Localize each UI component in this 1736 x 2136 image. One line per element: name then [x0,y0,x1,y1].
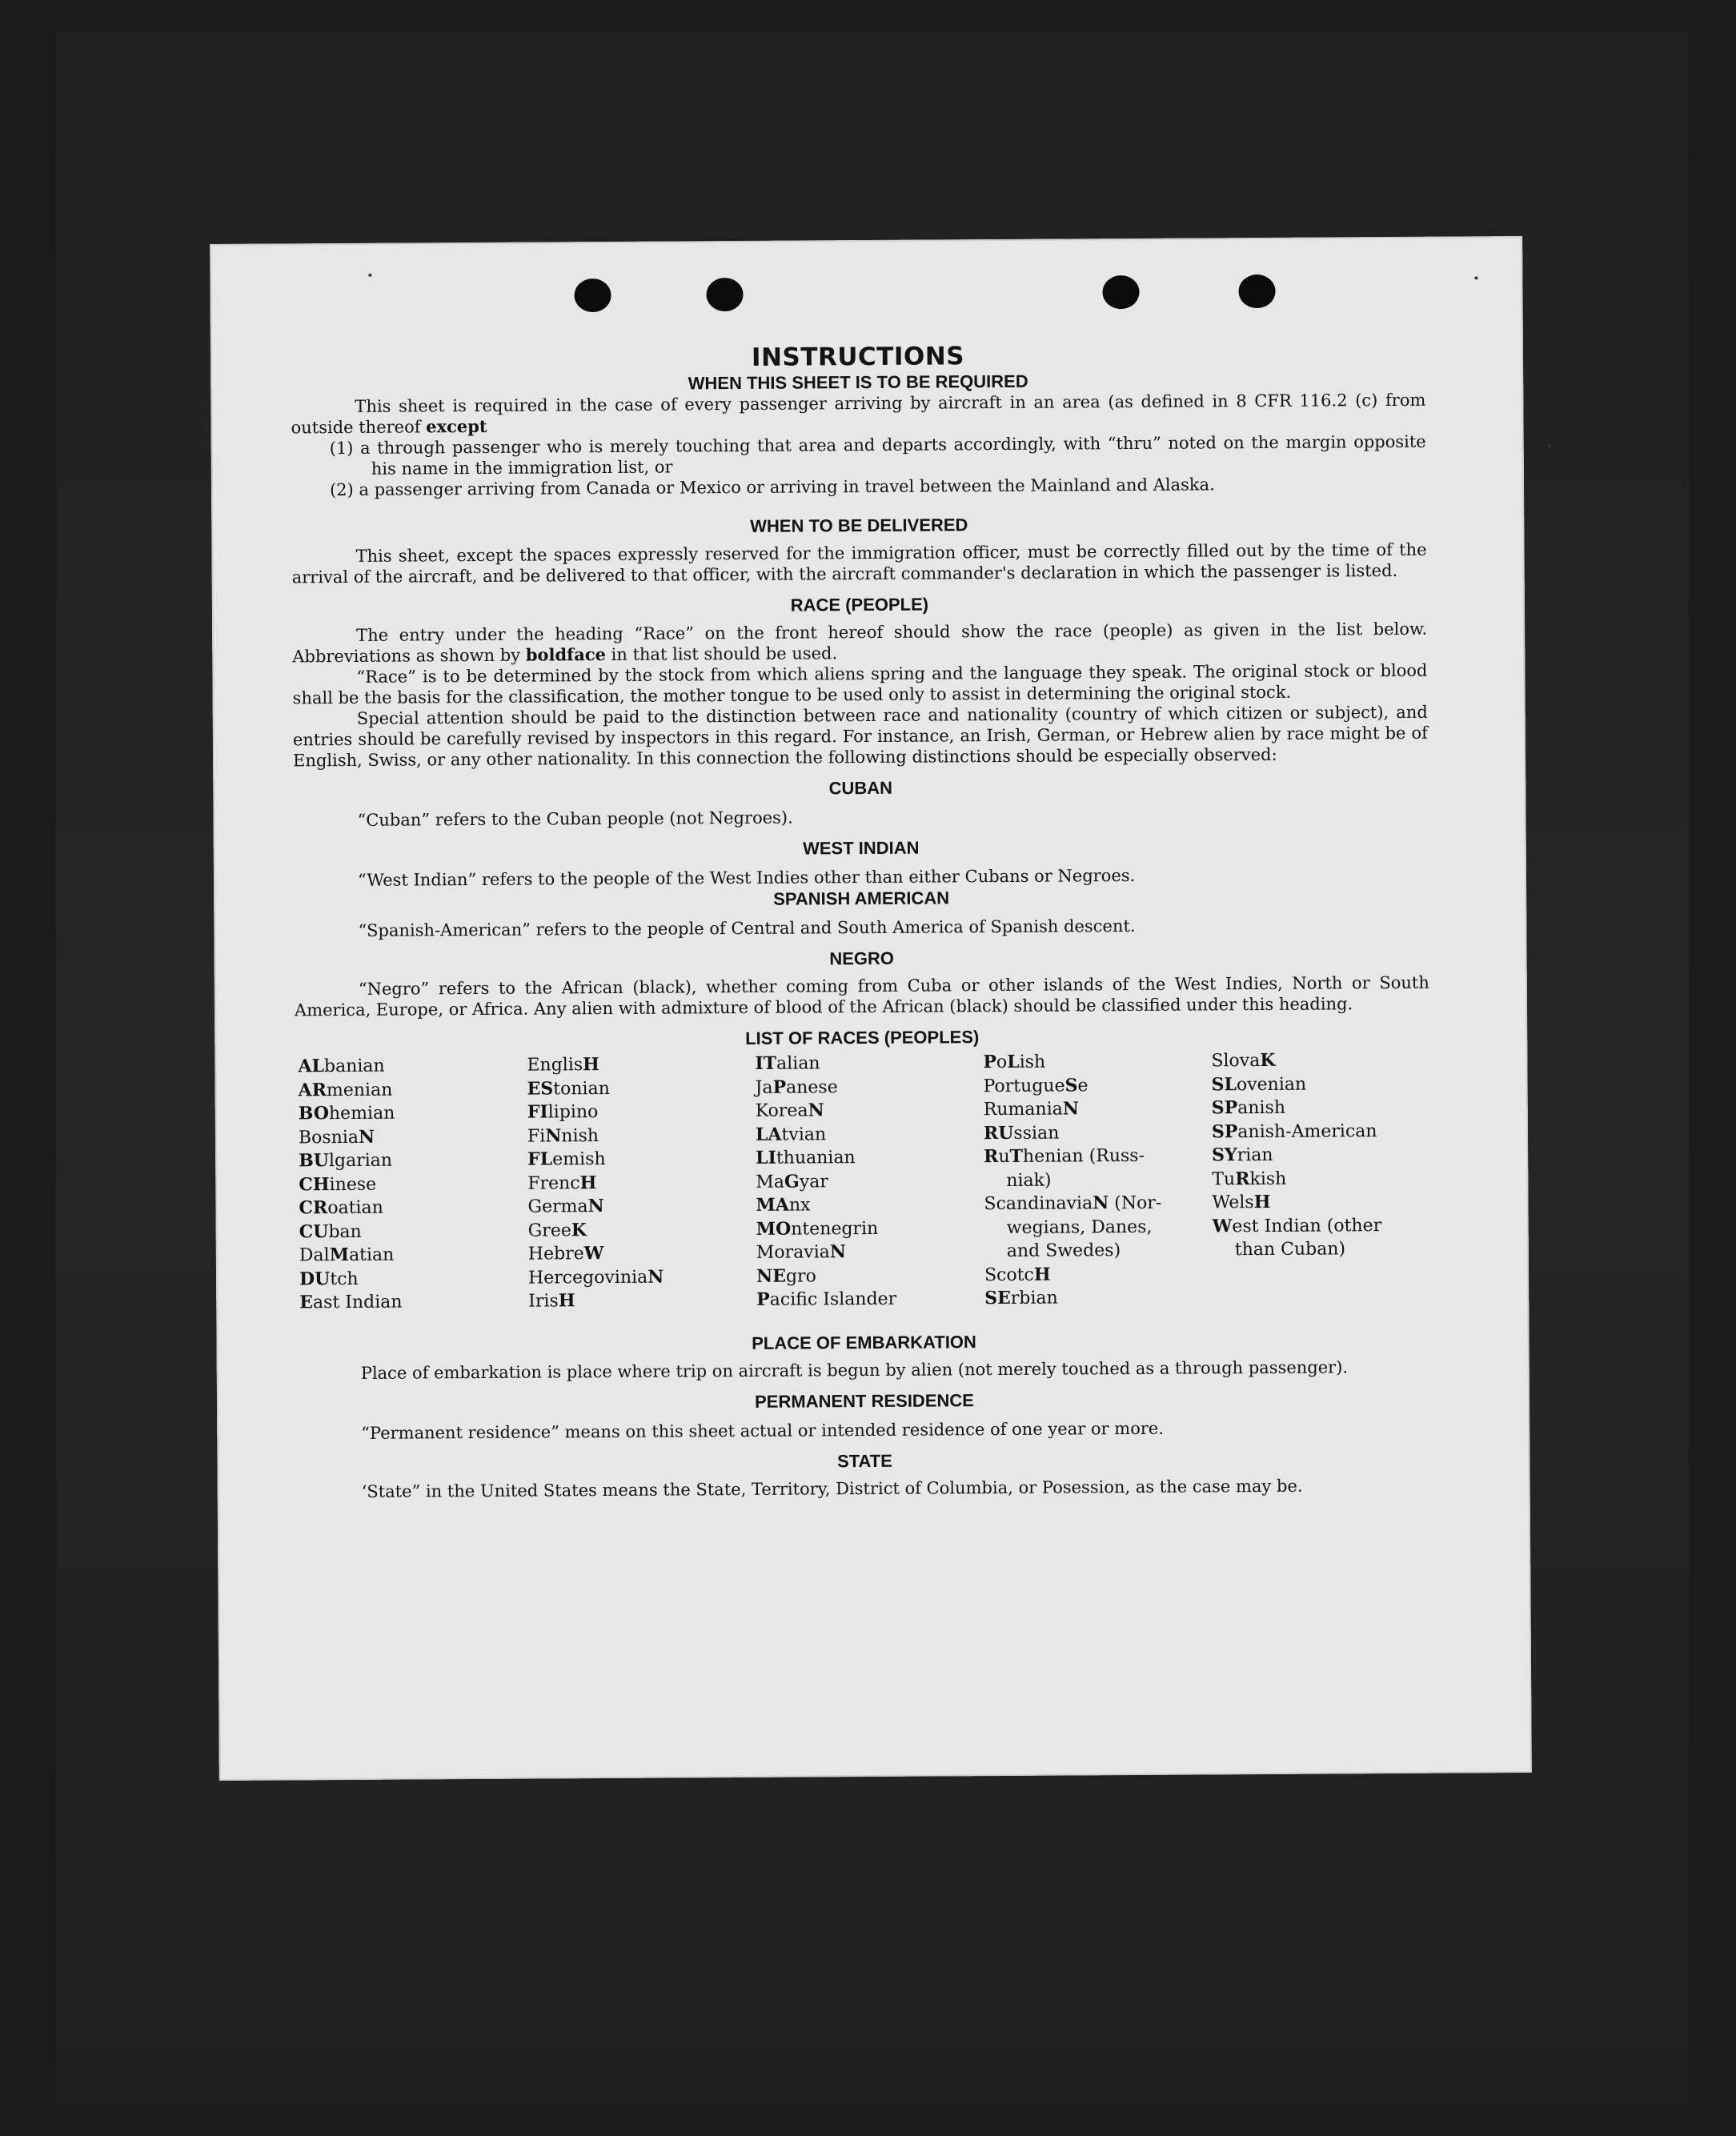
race-entry: PortugueSe [983,1074,1089,1096]
races-column-1 [298,1055,402,1315]
punch-hole [574,279,611,312]
punch-hole [1102,275,1139,309]
race-entry: CHinese [299,1173,377,1195]
race-entry: SPanish-American [1211,1120,1377,1142]
race-paragraph-2: “Race” is to be determined by the stock from which aliens spring and the language they speak. The original stock or blood shall be the basis for the classification, the mother tongue to be used only to assist in determining the original stock. [292,660,1428,708]
race-entry: than Cuban) [1234,1239,1346,1260]
race-entry: KoreaN [755,1100,824,1121]
races-column-4 [983,1050,1162,1311]
delivered-text: This sheet, except the spaces expressly reserved for the immigration officer, must be correctly filled out by the time of the arrival of the aircraft, and be delivered to that officer, with the aircraft commander's declaration in which the passenger is listed. [291,539,1427,587]
race-entry: MOntenegrin [756,1218,879,1240]
race-entry: FiNnish [527,1124,599,1147]
race-entry: WelsH [1212,1191,1271,1213]
required-item-1: (1) a through passenger who is merely touching that area and departs accordingly, with “thru” noted on the margin opposite his name in the immigration list, or [329,431,1426,479]
race-entry: MAnx [756,1194,811,1216]
required-intro: This sheet is required in the case of every passenger arriving by aircraft in an area (as defined in 8 CFR 116.2 (c) from outside thereof except [291,390,1426,438]
section-title-delivered: WHEN TO BE DELIVERED [750,515,968,536]
race-entry: IrisH [528,1290,575,1312]
section-title-race: RACE (PEOPLE) [790,594,929,615]
section-title-required: WHEN THIS SHEET IS TO BE REQUIRED [688,371,1028,394]
west-indian-text: “West Indian” refers to the people of the West Indies other than either Cubans or Negroes. [357,865,1136,890]
race-entry: Pacific Islander [756,1288,897,1310]
race-entry: DUtch [299,1268,359,1289]
race-entry: HebreW [527,1243,604,1264]
state-text: ‘State” in the United States means the State, Territory, District of Columbia, or Posession, as the case may be. [361,1476,1303,1501]
race-entry: SYrian [1212,1144,1273,1166]
races-column-2 [527,1053,664,1314]
speck [1548,444,1551,447]
race-entry: FLemish [527,1148,606,1170]
race-entry: GermaN [527,1196,604,1217]
section-title-list-of-races: LIST OF RACES (PEOPLES) [745,1027,980,1048]
section-title-west-indian: WEST INDIAN [802,837,920,859]
punch-hole [1238,275,1275,308]
race-entry: JaPanese [755,1076,838,1098]
race-entry: DalMatian [299,1244,395,1266]
negro-text: “Negro” refers to the African (black), whether coming from Cuba or other islands of the West Indies, North or South America, Europe, or Africa. Any alien with admixture of blood of the African (black) should be classified under this heading. [294,972,1429,1020]
section-title-residence: PERMANENT RESIDENCE [755,1390,974,1412]
required-item-2: (2) a passenger arriving from Canada or Mexico or arriving in travel between the Mainland and Alaska. [329,475,1215,500]
race-entry: BUlgarian [299,1150,393,1172]
race-entry: TuRkish [1212,1168,1287,1189]
race-entry: LIthuanian [756,1147,856,1168]
race-entry: ALbanian [298,1056,385,1077]
race-entry: SLovenian [1211,1073,1307,1095]
race-entry: CRoatian [299,1197,383,1219]
section-title-cuban: CUBAN [828,777,893,799]
race-entry: GreeK [527,1219,587,1241]
race-entry: CUban [299,1220,362,1242]
race-entry: RUssian [983,1122,1060,1144]
section-title-spanish-american: SPANISH AMERICAN [773,888,950,909]
race-entry: and Swedes) [1006,1240,1121,1261]
embarkation-text: Place of embarkation is place where trip on aircraft is begun by alien (not merely touched as a through passenger). [360,1357,1349,1383]
race-entry: NEgro [756,1265,816,1287]
race-entry: East Indian [299,1292,403,1313]
race-entry: SPanish [1211,1097,1286,1119]
race-entry: ScotcH [984,1264,1051,1285]
race-paragraph-1: The entry under the heading “Race” on the front hereof should show the race (people) as given in the list below. Abbreviations as shown by boldface in that list should be used. [292,619,1428,667]
section-title-negro: NEGRO [829,948,895,969]
race-entry: niak) [1006,1170,1052,1191]
race-entry: FIlipino [527,1101,599,1123]
races-column-3 [755,1052,896,1312]
speck [1474,276,1477,279]
race-entry: MaGyar [756,1171,828,1192]
race-entry: PoLish [983,1051,1046,1073]
race-entry: EnglisH [527,1054,599,1076]
race-entry: FrencH [527,1172,597,1194]
race-entry: BosniaN [298,1126,375,1148]
race-entry: BOhemian [298,1103,395,1124]
section-title-state: STATE [836,1450,892,1472]
race-entry: ITalian [755,1052,820,1074]
race-entry: MoraviaN [756,1241,847,1263]
instructions-body [291,339,1433,1503]
race-entry: wegians, Danes, [1006,1216,1153,1238]
punch-hole [706,278,743,311]
race-entry: SErbian [984,1287,1058,1309]
race-entry: ARmenian [298,1079,393,1100]
race-entry: RumaniaN [983,1098,1080,1120]
residence-text: “Permanent residence” means on this sheet actual or intended residence of one year or more. [361,1418,1165,1443]
race-entry: SlovaK [1211,1049,1276,1072]
race-entry: West Indian (other [1212,1215,1382,1236]
race-entry: ScandinaviaN (Nor- [984,1192,1162,1215]
cuban-text: “Cuban” refers to the Cuban people (not Negroes). [357,808,793,830]
document-page [210,236,1532,1781]
race-entry: RuThenian (Russ- [984,1145,1145,1168]
race-paragraph-3: Special attention should be paid to the distinction between race and nationality (country of which citizen or subject), and entries should be carefully revised by inspectors in this regard. For instance, an Irish, German, or Hebrew alien by race might be of English, Swiss, or any other nationality. In this connection the following distinctions should be especially observed: [292,702,1428,771]
spanish-american-text: “Spanish-American” refers to the people of Central and South America of Spanish descent. [358,916,1136,940]
races-column-5 [1211,1048,1381,1262]
speck [368,274,371,277]
races-list [295,1048,1431,1336]
race-entry: EStonian [527,1077,610,1100]
page-title: INSTRUCTIONS [751,342,965,372]
section-title-embarkation: PLACE OF EMBARKATION [752,1332,976,1353]
race-entry: LAtvian [755,1124,827,1145]
race-entry: HercegoviniaN [527,1266,664,1288]
